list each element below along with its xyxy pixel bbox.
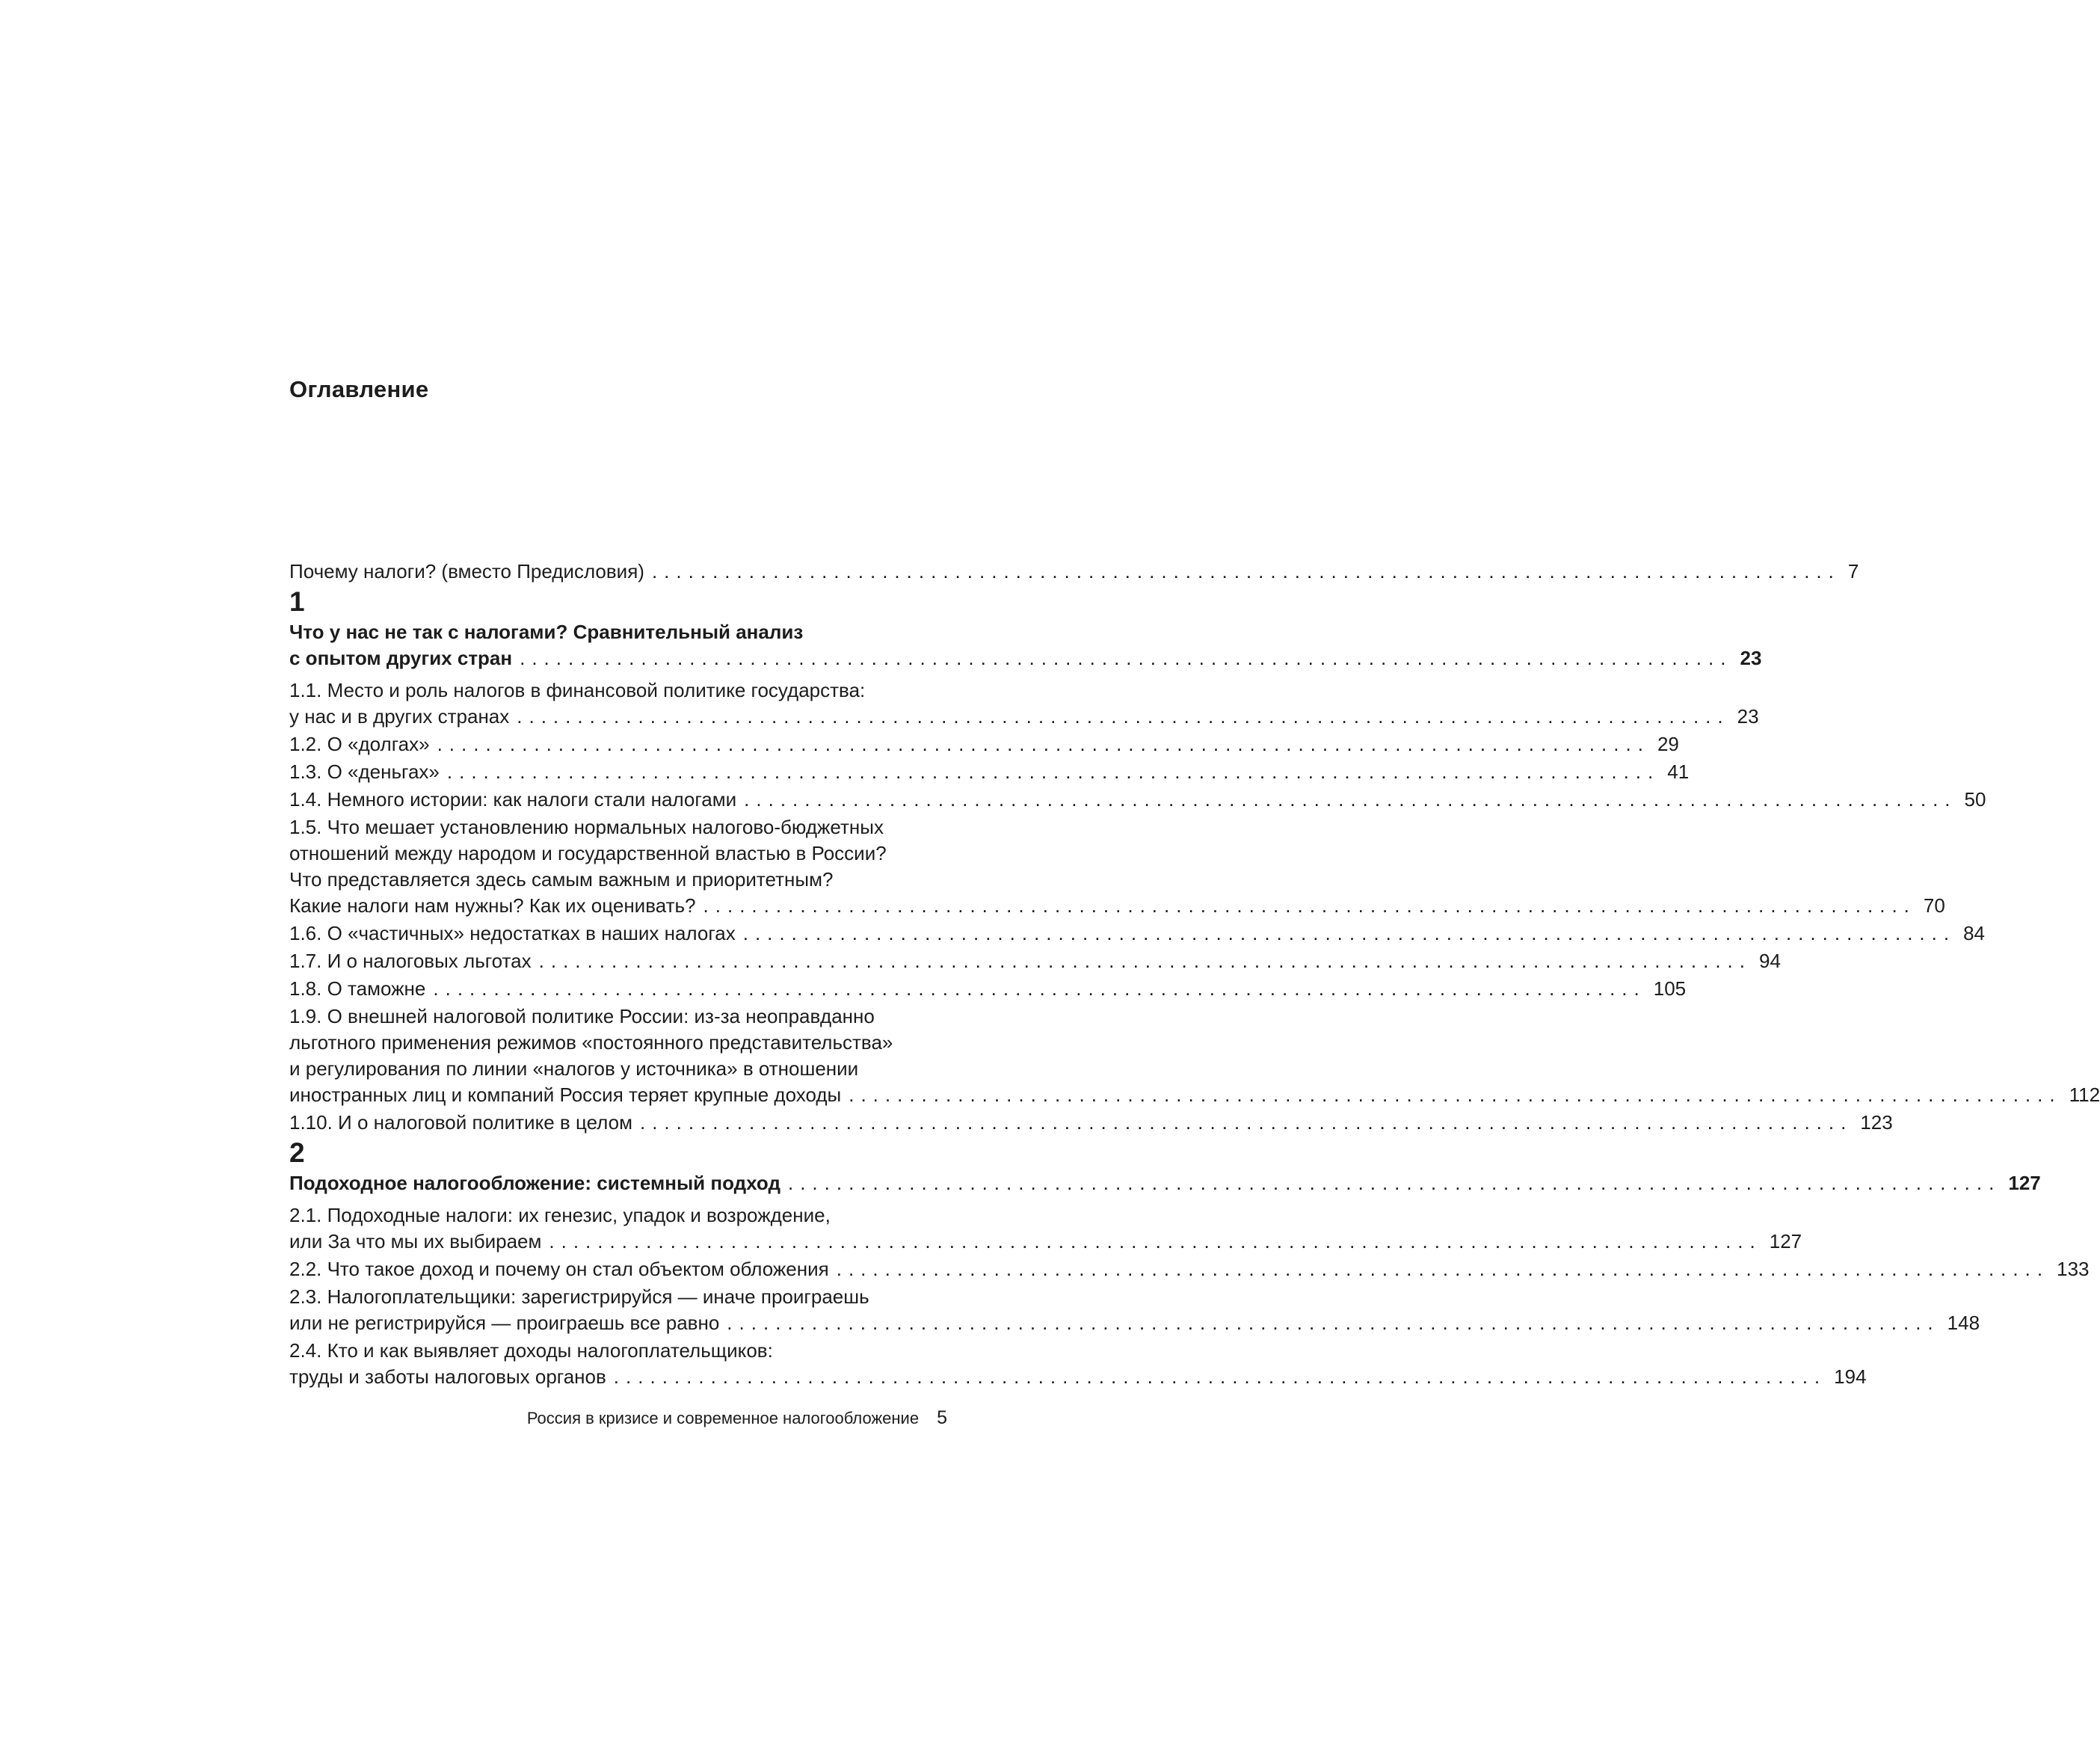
toc-entry-text: 1.5. Что мешает установлению нормальных налогово-бюджетных (289, 816, 884, 838)
dot-leader: .................................................................................................... (787, 1172, 2001, 1194)
dot-leader: .................................................................................................... (703, 894, 1916, 917)
page-number: 105 (1653, 977, 1687, 1000)
toc-entry-text: льготного применения режимов «постоянного представительства» (289, 1031, 893, 1054)
toc-entry-text: 2.2. Что такое доход и почему он стал объектом обложения (289, 1258, 829, 1280)
toc-entry-text: 2.1. Подоходные налоги: их генезис, упадок и возрождение, (289, 1204, 831, 1226)
page-number: 194 (1834, 1365, 1867, 1388)
toc-entry (289, 1003, 2100, 1108)
page-number: 29 (1657, 733, 1679, 755)
toc-entry (289, 976, 1687, 1002)
page-number: 50 (1964, 788, 1986, 811)
page-number: 133 (2057, 1258, 2090, 1280)
table-of-contents (289, 559, 2100, 1392)
page-number: 148 (1947, 1312, 1980, 1334)
toc-entry-text: 1.9. О внешней налоговой политике России: из-за неоправданно (289, 1005, 875, 1027)
toc-entry-text: Что у нас не так с налогами? Сравнительный анализ (289, 621, 804, 643)
toc-entry-text: 1.10. И о налоговой политике в целом (289, 1111, 632, 1134)
dot-leader: .................................................................................................... (538, 950, 1752, 972)
toc-entry-text: Подоходное налогообложение: системный подход (289, 1172, 780, 1194)
dot-leader: .................................................................................................... (520, 647, 1733, 669)
dot-leader: .................................................................................................... (613, 1365, 1827, 1388)
toc-entry (289, 920, 1986, 947)
dot-leader: .................................................................................................... (742, 922, 1956, 944)
folio-page-number: 5 (937, 1407, 947, 1428)
toc-entry-text: у нас и в других странах (289, 705, 510, 728)
toc-entry-text: труды и заботы налоговых органов (289, 1365, 606, 1388)
chapters (289, 586, 2100, 1390)
toc-entry-text: иностранных лиц и компаний Россия теряет крупные доходы (289, 1083, 842, 1106)
toc-entry (289, 1256, 2090, 1282)
toc-entry-text: и регулирования по линии «налогов у источника» в отношении (289, 1057, 859, 1080)
toc-entry-text: или не регистрируйся — проиграешь все равно (289, 1312, 720, 1334)
toc-entry-text: 1.6. О «частичных» недостатках в наших налогах (289, 922, 736, 944)
toc-entry-text: отношений между народом и государственной властью в России? (289, 842, 887, 864)
page-number: 70 (1923, 894, 1945, 917)
dot-leader: .................................................................................................... (836, 1258, 2050, 1280)
toc-entry (289, 1338, 1867, 1390)
toc-entry-text: 1.2. О «долгах» (289, 733, 430, 755)
toc-entry (289, 948, 1781, 974)
toc-entry-text: Почему налоги? (вместо Предисловия) (289, 560, 644, 583)
dot-leader: .................................................................................................... (446, 760, 1660, 783)
toc-entry-intro (289, 559, 1859, 585)
toc-entry-text: с опытом других стран (289, 647, 513, 669)
toc-entry (289, 787, 1986, 813)
page-number: 23 (1740, 647, 1762, 669)
dot-leader: .................................................................................................... (433, 977, 1646, 1000)
toc-entry (289, 677, 1759, 730)
toc-entry-text: или За что мы их выбираем (289, 1230, 542, 1252)
dot-leader: .................................................................................................. (651, 560, 1841, 583)
toc-entry-text: Что представляется здесь самым важным и приоритетным? (289, 868, 834, 891)
dot-leader: .................................................................................................... (517, 705, 1730, 728)
page-number: 23 (1737, 705, 1759, 728)
page-number: 7 (1847, 560, 1859, 583)
page-number: 84 (1963, 922, 1986, 944)
chapter-number: 1 (289, 586, 305, 617)
chapter-number: 2 (289, 1137, 305, 1168)
toc-entry-text: 1.4. Немного истории: как налоги стали налогами (289, 788, 737, 811)
page-number: 127 (1769, 1230, 1802, 1252)
toc-entry-text: 2.3. Налогоплательщики: зарегистрируйся — иначе проиграешь (289, 1285, 869, 1308)
page-number: 127 (2008, 1172, 2041, 1194)
running-title: Россия в кризисе и современное налогообложение (526, 1409, 920, 1427)
chapter-title (289, 1170, 2041, 1196)
toc-entry-text: 1.3. О «деньгах» (289, 760, 440, 783)
page-number: 41 (1667, 760, 1690, 783)
page-number: 94 (1759, 950, 1781, 972)
toc-entry-text: 1.7. И о налоговых льготах (289, 950, 532, 972)
page-title: Оглавление (289, 376, 429, 402)
toc-entry (289, 1110, 1893, 1136)
dot-leader: .................................................................................................... (549, 1230, 1762, 1252)
dot-leader: .................................................................................................... (639, 1111, 1853, 1134)
toc-entry-text: 2.4. Кто и как выявляет доходы налогоплательщиков: (289, 1339, 773, 1362)
toc-entry (289, 814, 1945, 919)
toc-entry-text: Какие налоги нам нужны? Как их оценивать? (289, 894, 696, 917)
dot-leader: .................................................................................................... (727, 1312, 1940, 1334)
page-number: 123 (1860, 1111, 1893, 1134)
toc-entry-text: 1.1. Место и роль налогов в финансовой политике государства: (289, 679, 866, 701)
page-footer (527, 1407, 947, 1429)
toc-entry-text: 1.8. О таможне (289, 977, 426, 1000)
page-number: 112 (2069, 1083, 2100, 1106)
toc-entry (289, 759, 1690, 785)
chapter-title (289, 619, 1762, 671)
toc-entry (289, 1202, 1802, 1255)
dot-leader: .................................................................................................... (437, 733, 1650, 755)
dot-leader: .................................................................................................... (849, 1083, 2062, 1106)
dot-leader: .................................................................................................... (744, 788, 1957, 811)
toc-entry (289, 731, 1679, 757)
toc-entry (289, 1284, 1980, 1336)
